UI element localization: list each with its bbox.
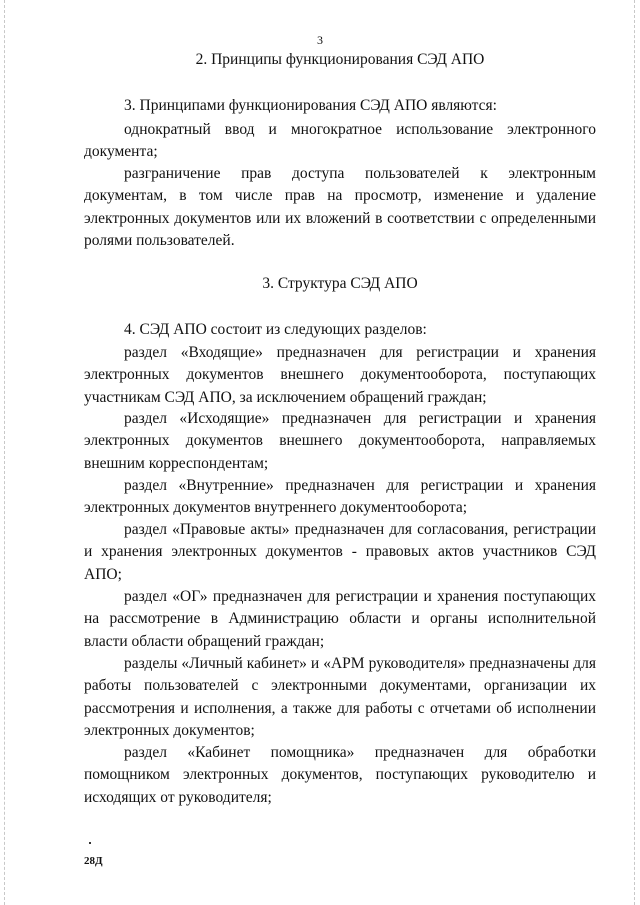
page-number: 3 (317, 33, 323, 47)
scan-edge-right (634, 0, 636, 905)
footer-document-code: 28Д (84, 855, 103, 867)
paragraph-principles-intro: 3. Принципами функционирования СЭД АПО являются: (124, 97, 497, 114)
paragraph-section-outgoing: раздел «Исходящие» предназначен для регистрации и хранения электронных документов внешнего документооборота, направляемых внешним корреспондентам; (84, 410, 596, 472)
section-2-heading: 2. Принципы функционирования СЭД АПО (195, 51, 485, 68)
paragraph-structure-intro: 4. СЭД АПО состоит из следующих разделов: (124, 321, 427, 338)
paragraph-section-legal-acts: раздел «Правовые акты» предназначен для согласования, регистрации и хранения электронных документов - правовых актов участников СЭД АПО; (84, 521, 596, 583)
paragraph-section-assistant-cabinet: раздел «Кабинет помощника» предназначен для обработки помощником электронных документов, поступающих руководителю и исходящих от руководителя; (84, 744, 596, 806)
scan-edge-left (4, 0, 6, 905)
paragraph-single-input: однократный ввод и многократное использование электронного документа; (84, 121, 596, 161)
section-3-heading: 3. Структура СЭД АПО (262, 275, 418, 292)
paragraph-section-personal-cabinet: разделы «Личный кабинет» и «АРМ руководителя» предназначены для работы пользователей с электронными документами, организации их рассмотрения и исполнения, а также для работы с отчетами об исполнении электронных документов; (84, 655, 596, 740)
paragraph-section-incoming: раздел «Входящие» предназначен для регистрации и хранения электронных документов внешнего документооборота, поступающих участникам СЭД АПО, за исключением обращений граждан; (84, 344, 596, 406)
paragraph-section-internal: раздел «Внутренние» предназначен для регистрации и хранения электронных документов внутреннего документооборота; (84, 477, 596, 517)
footer-dot-mark (89, 842, 91, 844)
paragraph-access-rights: разграничение прав доступа пользователей к электронным документам, в том числе прав на просмотр, изменение и удаление электронных документов или их вложений в соответствии с определенными ролями пользователей. (84, 165, 596, 250)
paragraph-section-citizen-appeals: раздел «ОГ» предназначен для регистрации и хранения поступающих на рассмотрение в Администрацию области и органы исполнительной власти области обращений граждан; (84, 588, 596, 650)
